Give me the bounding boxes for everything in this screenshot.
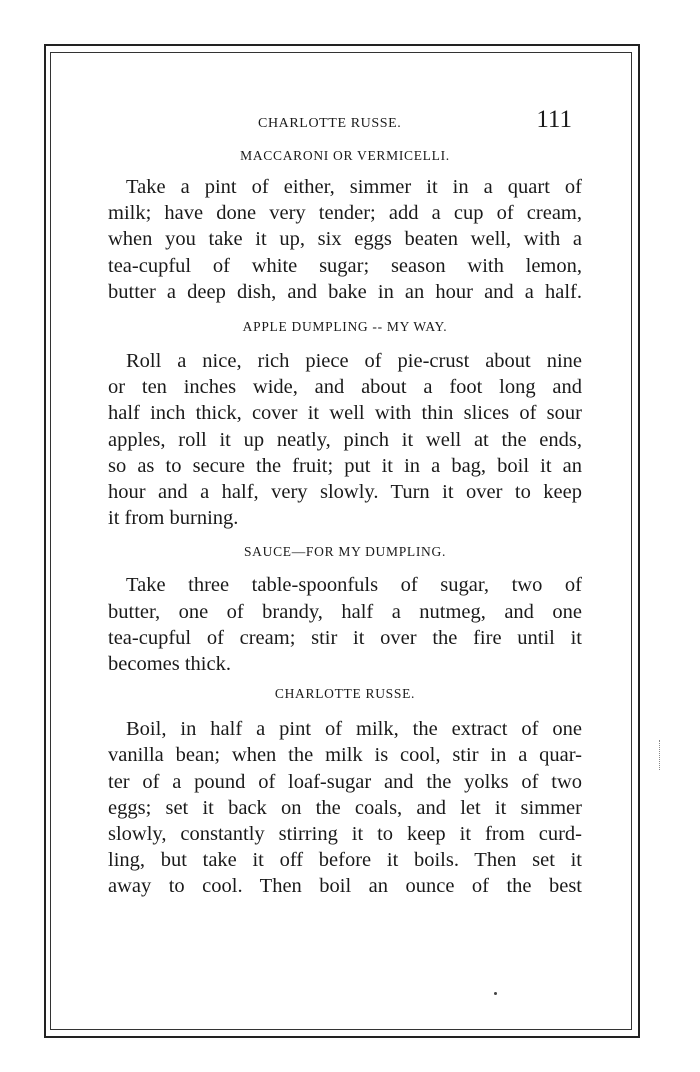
text-line: Boil, in half a pint of milk, the extract of one: [126, 718, 582, 741]
text-line: it from burning.: [108, 507, 239, 530]
recipe-maccaroni: [108, 148, 582, 305]
recipe-paragraph: [108, 716, 582, 899]
recipe-paragraph: [108, 174, 582, 305]
recipe-paragraph: [108, 348, 582, 531]
recipe-sauce: [108, 544, 582, 677]
text-line: or ten inches wide, and about a foot long and: [108, 376, 582, 399]
recipe-heading: APPLE DUMPLING -- MY WAY.: [242, 319, 448, 335]
text-line: butter, one of brandy, half a nutmeg, and one: [108, 600, 582, 623]
text-line: vanilla bean; when the milk is cool, stir in a quar-: [108, 744, 582, 767]
recipe-charlotte-russe: [108, 686, 582, 899]
recipe-heading: CHARLOTTE RUSSE.: [274, 686, 416, 702]
text-line: apples, roll it up neatly, pinch it well at the ends,: [108, 428, 582, 451]
text-line: Take three table-spoonfuls of sugar, two of: [126, 574, 582, 597]
text-line: slowly, constantly stirring it to keep it from curd-: [108, 823, 582, 846]
text-line: hour and a half, very slowly. Turn it over to keep: [108, 481, 582, 504]
recipe-paragraph: [108, 572, 582, 677]
recipe-heading: MACCARONI OR VERMICELLI.: [240, 148, 450, 163]
running-title: CHARLOTTE RUSSE.: [258, 116, 402, 131]
text-line: butter a deep dish, and bake in an hour and a half.: [108, 280, 582, 303]
text-line: away to cool. Then boil an ounce of the best: [108, 875, 582, 898]
recipe-heading: SAUCE—FOR MY DUMPLING.: [243, 544, 447, 560]
text-line: tea-cupful of cream; stir it over the fire until it: [108, 626, 582, 649]
text-line: eggs; set it back on the coals, and let it simmer: [108, 796, 582, 819]
text-line: ter of a pound of loaf-sugar and the yolks of two: [108, 770, 582, 793]
text-line: milk; have done very tender; add a cup of cream,: [108, 202, 582, 225]
recipe-apple-dumpling: [108, 319, 582, 531]
text-line: becomes thick.: [108, 653, 231, 676]
text-line: Take a pint of either, simmer it in a quart of: [126, 176, 582, 198]
text-line: tea-cupful of white sugar; season with lemon,: [108, 254, 582, 277]
text-line: so as to secure the fruit; put it in a bag, boil it an: [108, 454, 582, 477]
book-page: [108, 106, 582, 900]
ink-speck: [494, 992, 497, 995]
text-line: Roll a nice, rich piece of pie-crust about nine: [126, 350, 582, 373]
text-line: when you take it up, six eggs beaten well, with a: [108, 228, 582, 251]
page-number: 111: [536, 106, 572, 133]
running-head: [108, 106, 582, 140]
margin-specks: [659, 740, 664, 770]
text-line: half inch thick, cover it well with thin slices of sour: [108, 402, 582, 425]
text-line: ling, but take it off before it boils. Then set it: [108, 849, 582, 872]
